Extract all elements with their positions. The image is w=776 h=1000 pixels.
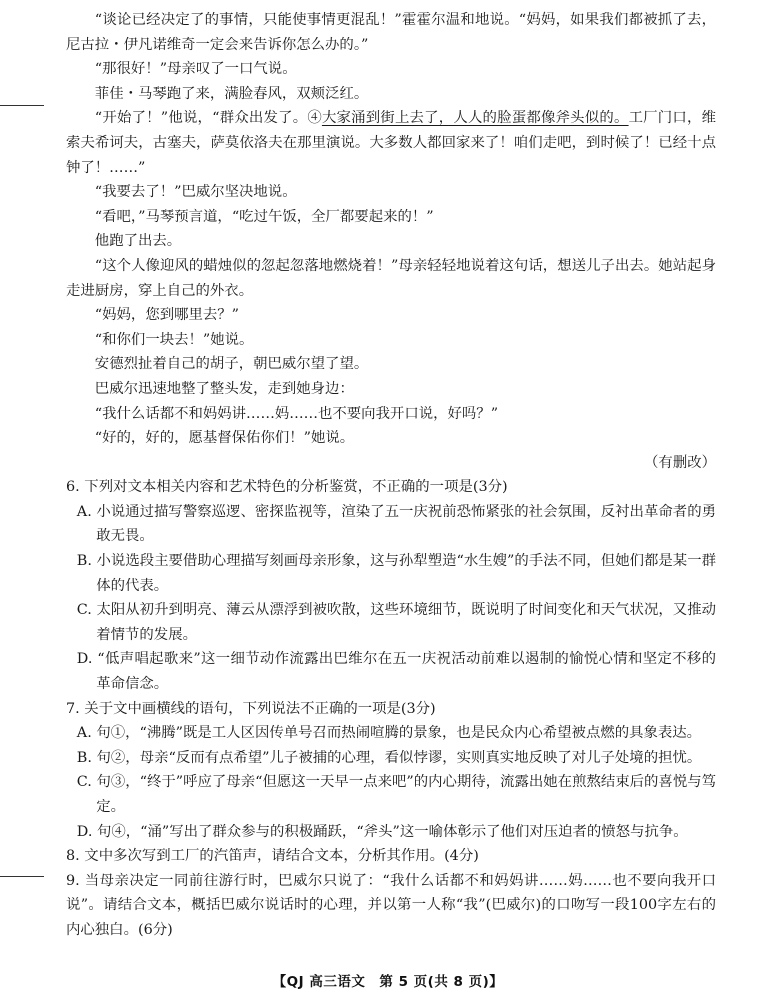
margin-rule-top [0,105,44,106]
paragraph-text-before: “开始了！”他说，“群众出发了。④ [94,110,322,127]
passage-paragraph: 安德烈扯着自己的胡子，朝巴威尔望了望。 [94,356,369,373]
passage-paragraph: “和你们一块去！”她说。 [94,331,254,348]
option-d: D. 句④，“涌”写出了群众参与的积极踊跃，“斧头”这一喻体彰示了他们对压迫者的愤怒与抗争。 [76,823,688,840]
passage-paragraph: “好的，好的，愿基督保佑你们！”她说。 [94,430,355,447]
question-7 [66,697,716,845]
underlined-sentence-4: 大家涌到街上去了，人人的脸蛋都像斧头似的。 [321,110,629,127]
passage-paragraph-underlined [66,106,716,180]
paragraph-text-after: 工厂门口，维索夫希诃夫，古塞夫，萨莫依洛夫在那里演说。大多数人都回家来了！咱们走吧，到时候了！已经十点钟了！……” [66,110,716,176]
reading-passage [66,8,716,475]
option-c: C. 太阳从初升到明亮、薄云从漂浮到被吹散，这些环境细节，既说明了时间变化和天气状况，又推动着情节的发展。 [76,602,716,643]
question-8 [66,844,716,869]
passage-paragraph: “这个人像迎风的蜡烛似的忽起忽落地燃烧着！”母亲轻轻地说着这句话，想送儿子出去。她站起身走进厨房，穿上自己的外衣。 [66,257,716,299]
question-6 [66,475,716,696]
passage-paragraph: 他跑了出去。 [94,233,182,250]
passage-paragraph: “我什么话都不和妈妈讲……妈……也不要向我开口说，好吗？” [94,405,499,422]
question-stem: 9. 当母亲决定一同前往游行时，巴威尔只说了：“我什么话都不和妈妈讲……妈……也不要向我开口说”。请结合文本，概括巴威尔说话时的心理，并以第一人称“我”(巴威尔)的口吻写一段100字左右的内心独白。(6分) [66,872,716,938]
question-9 [66,869,716,943]
option-c: C. 句③，“终于”呼应了母亲“但愿这一天早一点来吧”的内心期待，流露出她在煎熬结束后的喜悦与笃定。 [76,774,716,815]
passage-paragraph: 菲佳・马琴跑了来，满脸春风，双颊泛红。 [94,85,369,102]
margin-rule-bottom [0,876,44,877]
passage-paragraph: “我要去了！”巴威尔坚决地说。 [94,184,297,201]
option-b: B. 小说选段主要借助心理描写刻画母亲形象，这与孙犁塑造“水生嫂”的手法不同，但她们都是某一群体的代表。 [76,553,716,594]
source-note: （有删改） [644,454,716,471]
option-a: A. 句①，“沸腾”既是工人区因传单号召而热闹喧腾的景象，也是民众内心希望被点燃的具象表达。 [76,725,702,742]
page-content [66,8,716,943]
passage-paragraph: “谈论已经决定了的事情，只能使事情更混乱！”霍霍尔温和地说。“妈妈，如果我们都被抓了去，尼古拉・伊凡诺维奇一定会来告诉你怎么办的。” [66,12,716,53]
option-d: D. “低声唱起歌来”这一细节动作流露出巴维尔在五一庆祝活动前难以遏制的愉悦心情和坚定不移的革命信念。 [76,651,716,693]
passage-paragraph: “妈妈，您到哪里去？” [94,307,240,324]
option-b: B. 句②，母亲“反而有点希望”儿子被捕的心理，看似悖谬，实则真实地反映了对儿子处境的担忧。 [76,749,702,766]
passage-paragraph: 巴威尔迅速地整了整头发，走到她身边： [94,380,354,397]
question-stem: 7. 关于文中画横线的语句，下列说法不正确的一项是(3分) [66,700,436,717]
passage-paragraph: “那很好！”母亲叹了一口气说。 [94,61,297,78]
passage-paragraph: “看吧，”马琴预言道，“吃过午饭，全厂都要起来的！” [94,208,434,225]
page-footer: 【QJ 高三语文 第 5 页(共 8 页)】 [272,974,504,990]
option-a: A. 小说通过描写警察巡逻、密探监视等，渲染了五一庆祝前恐怖紧张的社会氛围，反衬出革命者的勇敢无畏。 [76,503,716,545]
question-stem: 8. 文中多次写到工厂的汽笛声，请结合文本，分析其作用。(4分) [66,848,479,865]
question-stem: 6. 下列对文本相关内容和艺术特色的分析鉴赏，不正确的一项是(3分) [66,479,508,496]
